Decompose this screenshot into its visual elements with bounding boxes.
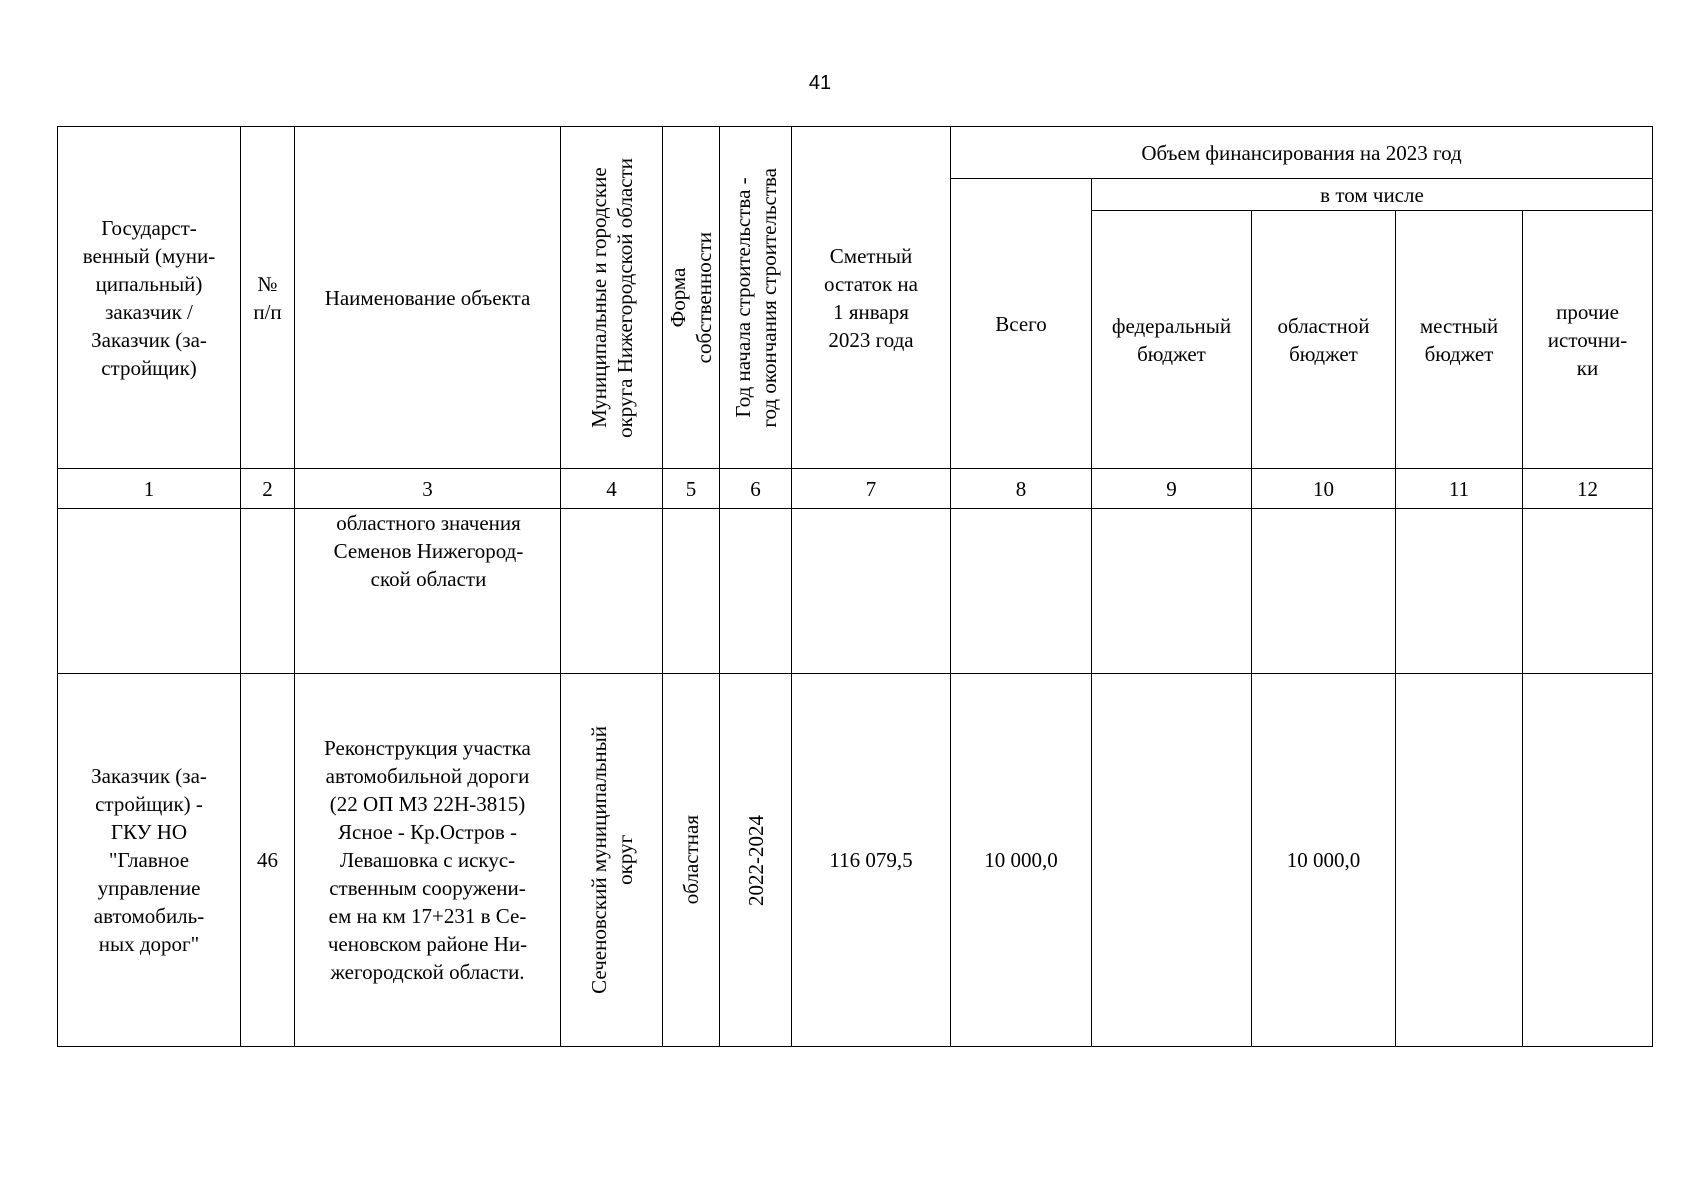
cell-estimate-balance: 116 079,5 (792, 674, 951, 1047)
header-ownership (663, 127, 720, 469)
cell-years (720, 509, 792, 674)
column-number: 11 (1396, 469, 1523, 509)
column-number: 8 (951, 469, 1092, 509)
cell-municipality (561, 509, 663, 674)
column-number-row (58, 469, 1653, 509)
header-other: прочие источни- ки (1523, 211, 1653, 469)
header-including: в том числе (1092, 179, 1653, 211)
financing-table (57, 126, 1653, 1047)
cell-municipality-text: Сеченовский муниципальный округ (586, 726, 637, 994)
header-object-name: Наименование объекта (295, 127, 561, 469)
header-municipality-text: Муниципальные и городские округа Нижегородской области (586, 157, 637, 438)
column-number: 3 (295, 469, 561, 509)
header-total: Всего (951, 179, 1092, 469)
cell-regional (1252, 509, 1396, 674)
cell-other (1523, 674, 1653, 1047)
header-regional: областной бюджет (1252, 211, 1396, 469)
cell-object-name: областного значения Семенов Нижегород- ской области (295, 509, 561, 674)
column-number: 4 (561, 469, 663, 509)
cell-ownership (663, 674, 720, 1047)
cell-local (1396, 509, 1523, 674)
cell-municipality (561, 674, 663, 1047)
cell-federal (1092, 674, 1252, 1047)
cell-ownership-text: областная (679, 815, 703, 905)
table-row-46 (58, 674, 1653, 1047)
cell-local (1396, 674, 1523, 1047)
header-municipality (561, 127, 663, 469)
header-years (720, 127, 792, 469)
cell-customer (58, 509, 241, 674)
cell-customer: Заказчик (за- стройщик) - ГКУ НО "Главное управление автомобиль- ных дорог" (58, 674, 241, 1047)
table-row-continuation (58, 509, 1653, 674)
cell-years (720, 674, 792, 1047)
column-number: 1 (58, 469, 241, 509)
cell-number: 46 (241, 674, 295, 1047)
cell-object-name: Реконструкция участка автомобильной дороги (22 ОП МЗ 22Н-3815) Ясное - Кр.Остров - Левашовка с искус- ственным сооружени- ем на км 17+231 в Се- ченовском районе Ни- жегородской области. (295, 674, 561, 1047)
header-number: № п/п (241, 127, 295, 469)
cell-other (1523, 509, 1653, 674)
cell-estimate-balance (792, 509, 951, 674)
cell-total (951, 509, 1092, 674)
column-number: 5 (663, 469, 720, 509)
header-row-1 (58, 127, 1653, 179)
cell-federal (1092, 509, 1252, 674)
column-number: 6 (720, 469, 792, 509)
column-number: 2 (241, 469, 295, 509)
cell-ownership (663, 509, 720, 674)
header-years-text: Год начала строительства - год окончания строительства (730, 167, 781, 428)
cell-total: 10 000,0 (951, 674, 1092, 1047)
page-number: 41 (808, 72, 832, 94)
header-financing-group: Объем финансирования на 2023 год (951, 127, 1653, 179)
header-local: местный бюджет (1396, 211, 1523, 469)
header-federal: федеральный бюджет (1092, 211, 1252, 469)
column-number: 7 (792, 469, 951, 509)
column-number: 12 (1523, 469, 1653, 509)
cell-years-text: 2022-2024 (743, 814, 768, 906)
cell-number (241, 509, 295, 674)
column-number: 9 (1092, 469, 1252, 509)
cell-regional: 10 000,0 (1252, 674, 1396, 1047)
header-estimate-balance: Сметный остаток на 1 января 2023 года (792, 127, 951, 469)
header-ownership-text: Форма собственности (666, 231, 716, 364)
column-number: 10 (1252, 469, 1396, 509)
header-customer: Государст- венный (муни- ципальный) заказчик / Заказчик (за- стройщик) (58, 127, 241, 469)
